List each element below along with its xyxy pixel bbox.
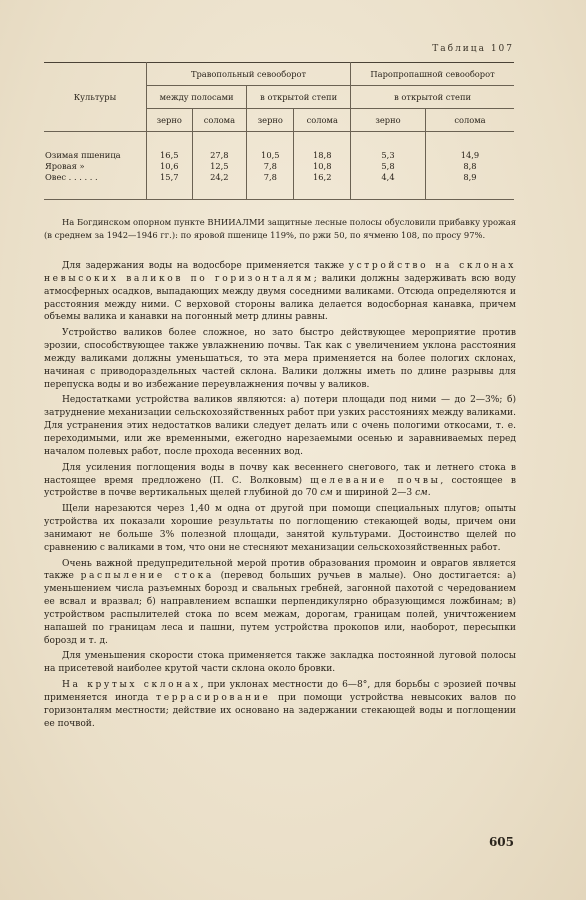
paragraph: Устройство валиков более сложное, но зато быстро действующее мероприятие против эрозии, способствующее также увлажнению почвы. Так как с увеличением уклона расстояния между валиками должны уменьшаться, то эта мера применяется на более пологих склонах, начиная с приводораздельных частей склона. Валики должны иметь по длине разрывы для перепуска воды и во избежание переувлажнения почвы у валиков. <box>44 328 516 390</box>
header-grain: зерно <box>147 109 193 132</box>
header-open-steppe-1: в открытой степи <box>247 86 351 109</box>
header-open-steppe-2: в открытой степи <box>351 86 514 109</box>
table-cell: 10,6 <box>147 161 193 172</box>
table-cell: 27,8 <box>192 132 247 162</box>
table-cell: 12,5 <box>192 161 247 172</box>
paragraph: Для усиления поглощения воды в почву как весеннего снегового, так и летнего стока в настоящее время предложено (П. С. Волковым) щелевание почвы, состоящее в устройстве в почве вертикальных щелей глубиной до 70 см и шириной 2—3 см. <box>44 462 517 499</box>
header-between-strips: между полосами <box>147 86 247 109</box>
table-cell: 7,8 <box>247 161 294 172</box>
table-cell: 10,5 <box>247 132 294 162</box>
paragraph: Для задержания воды на водосборе применяется также устройство на склонах невысоких валиков по горизонталям; валики должны задерживать всю воду атмосферных осадков, выпадающих между двумя соседними валиками. Отсюда определяются и расстояния между ними. С верховой стороны валика делается водосборная канавка, причем объемы валика и канавки на погонный метр длины равны. <box>44 261 517 323</box>
spaced-emphasis: щелевание почвы <box>310 475 441 486</box>
header-grain: зерно <box>351 109 426 132</box>
table-row <box>44 161 514 172</box>
table-cell: 4,4 <box>351 172 426 200</box>
header-crops: Культуры <box>44 63 147 132</box>
paragraph: Недостатками устройства валиков являются: а) потери площади под ними — до 2—3%; б) затруднение механизации сельскохозяйственных работ при узких расстояниях между валиками. Для устранения этих недостатков валики следует делать или с очень пологими откосами, т. е. переходимыми, или же временными, ежегодно нарезаемыми осенью и заравниваемых перед началом полевых работ, после прохода весенних вод. <box>44 395 516 457</box>
paragraph: Для уменьшения скорости стока применяется также закладка постоянной луговой полосы на присетевой наиболее крутой части склона около бровки. <box>44 651 516 675</box>
header-grain: зерно <box>247 109 294 132</box>
table-cell: 10,8 <box>294 161 351 172</box>
table-cell: 7,8 <box>247 172 294 200</box>
table-cell: 16,2 <box>294 172 351 200</box>
paragraph: Очень важной предупредительной мерой против образования промоин и оврагов является также распыление стока (перевод больших ручьев в малые). Оно достигается: а) уменьшением числа разъемных борозд и свальных гребней, загонной пахотой с чередованием ее всвал и вразвал; б) направлением вспашки перпендикулярно образующимся ложбинам; в) устройством распылителей стока по всем межам, дорогам, границам полей, уничтожением напашей по границам леса и пашни, путем устройства прокопов или, наоборот, пересыпки борозд и т. д. <box>44 558 517 646</box>
header-group-fallow-rotation: Паропропашной севооборот <box>351 63 514 86</box>
table-row <box>44 132 514 162</box>
table-cell: 8,9 <box>463 172 477 182</box>
table-cell: 14,9 <box>460 150 480 160</box>
table-cell: 5,3 <box>351 132 426 162</box>
table-cell: 18,8 <box>294 132 351 162</box>
crop-name: Озимая пшеница <box>44 132 147 162</box>
table-row <box>44 172 514 200</box>
page-number: 605 <box>488 835 514 849</box>
paragraph: На крутых склонах, при уклонах местности до 6—8°, для борьбы с эрозией почвы применяется иногда террасирование при помощи устройства невысоких валов по горизонталям местности; действие их основано на задержании стекающей воды и поглощении ее почвой. <box>44 680 516 729</box>
table-cell: 8,8 <box>463 161 477 171</box>
table-cell: 5,8 <box>351 161 426 172</box>
unit-cm: см <box>415 488 428 499</box>
header-straw: солома <box>294 109 351 132</box>
table-cell: 15,7 <box>147 172 193 200</box>
spaced-emphasis: террасирование <box>156 693 271 703</box>
crop-name: Овес . . . . . . <box>44 172 147 200</box>
spaced-emphasis: распыление стока <box>80 571 214 582</box>
unit-cm: см <box>320 488 333 499</box>
table-cell: 16,5 <box>147 132 193 162</box>
crop-name: Яровая » <box>44 161 147 172</box>
header-straw: солома <box>425 109 514 132</box>
table-cell: 24,2 <box>192 172 247 200</box>
body-text <box>44 260 516 731</box>
crop-yield-table <box>44 62 514 200</box>
header-straw: солома <box>192 109 247 132</box>
paragraph: Щели нарезаются через 1,40 м одна от другой при помощи специальных плугов; опыты устройства их показали хорошие результаты по поглощению стекающей воды, причем они занимают не больше 3% полезной площади, занятой культурами. Достоинство щелей по сравнению с валиками в том, что они не стесняют механизации сельскохозяйственных работ. <box>44 504 516 553</box>
table-caption: Таблица 107 <box>432 44 514 54</box>
spaced-emphasis: устройство на склонах невысоких валиков по горизонталям <box>44 261 517 284</box>
header-group-grass-rotation: Травопольный севооборот <box>147 63 351 86</box>
table-note: На Богдинском опорном пункте ВНИИАЛМИ защитные лесные полосы обусловили прибавку урожая (в среднем за 1942—1946 гг.): по яровой пшенице 119%, по ржи 50, по ячменю 108, по просу 97%. <box>44 217 516 240</box>
spaced-emphasis: На крутых склонах <box>62 680 201 691</box>
table-bottom-rule <box>44 200 514 201</box>
